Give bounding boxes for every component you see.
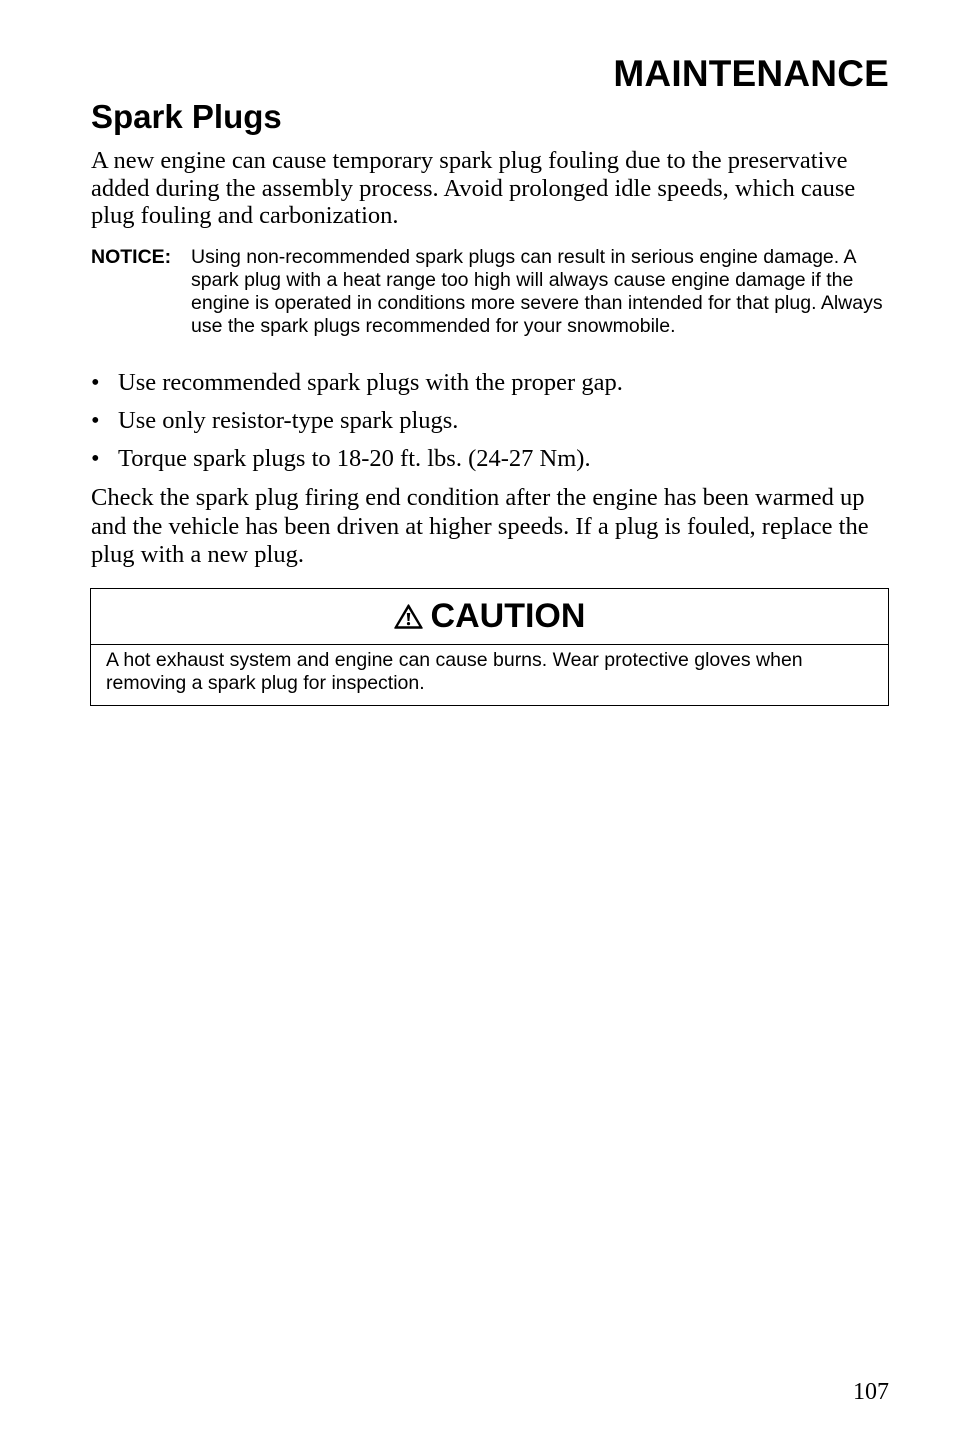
- bullet-marker: •: [91, 369, 100, 396]
- list-item-text: Torque spark plugs to 18-20 ft. lbs. (24-27 Nm).: [118, 445, 591, 472]
- section-header: MAINTENANCE: [613, 53, 889, 94]
- list-item-text: Use only resistor-type spark plugs.: [118, 407, 459, 434]
- list-item: [91, 369, 891, 397]
- warning-triangle-icon: [394, 604, 423, 629]
- notice-label: NOTICE:: [91, 246, 172, 268]
- notice-block: [91, 246, 891, 338]
- caution-text: A hot exhaust system and engine can cause burns. Wear protective gloves when removing a spark plug for inspection.: [106, 649, 803, 694]
- intro-paragraph: A new engine can cause temporary spark plug fouling due to the preservative added during the assembly process. Avoid prolonged idle speeds, which cause plug fouling and carbonization.: [91, 147, 856, 229]
- list-item-text: Use recommended spark plugs with the proper gap.: [118, 369, 623, 396]
- bullet-list: [91, 369, 891, 483]
- bullet-marker: •: [91, 445, 100, 472]
- caution-header: [91, 589, 888, 645]
- list-item: [91, 445, 891, 473]
- list-item: [91, 407, 891, 435]
- caution-heading: CAUTION: [430, 597, 586, 635]
- bullet-marker: •: [91, 407, 100, 434]
- page-title: Spark Plugs: [91, 98, 282, 135]
- notice-text: Using non-recommended spark plugs can result in serious engine damage. A spark plug with a heat range too high will always cause engine damage if the engine is operated in conditions more severe than intended for that plug. Always use the spark plugs recommended for your snowmobile.: [191, 246, 883, 337]
- caution-box: [90, 588, 889, 706]
- closing-paragraph: Check the spark plug firing end condition after the engine has been warmed up and the vehicle has been driven at higher speeds. If a plug is fouled, replace the plug with a new plug.: [91, 484, 869, 568]
- page-number: 107: [853, 1379, 889, 1405]
